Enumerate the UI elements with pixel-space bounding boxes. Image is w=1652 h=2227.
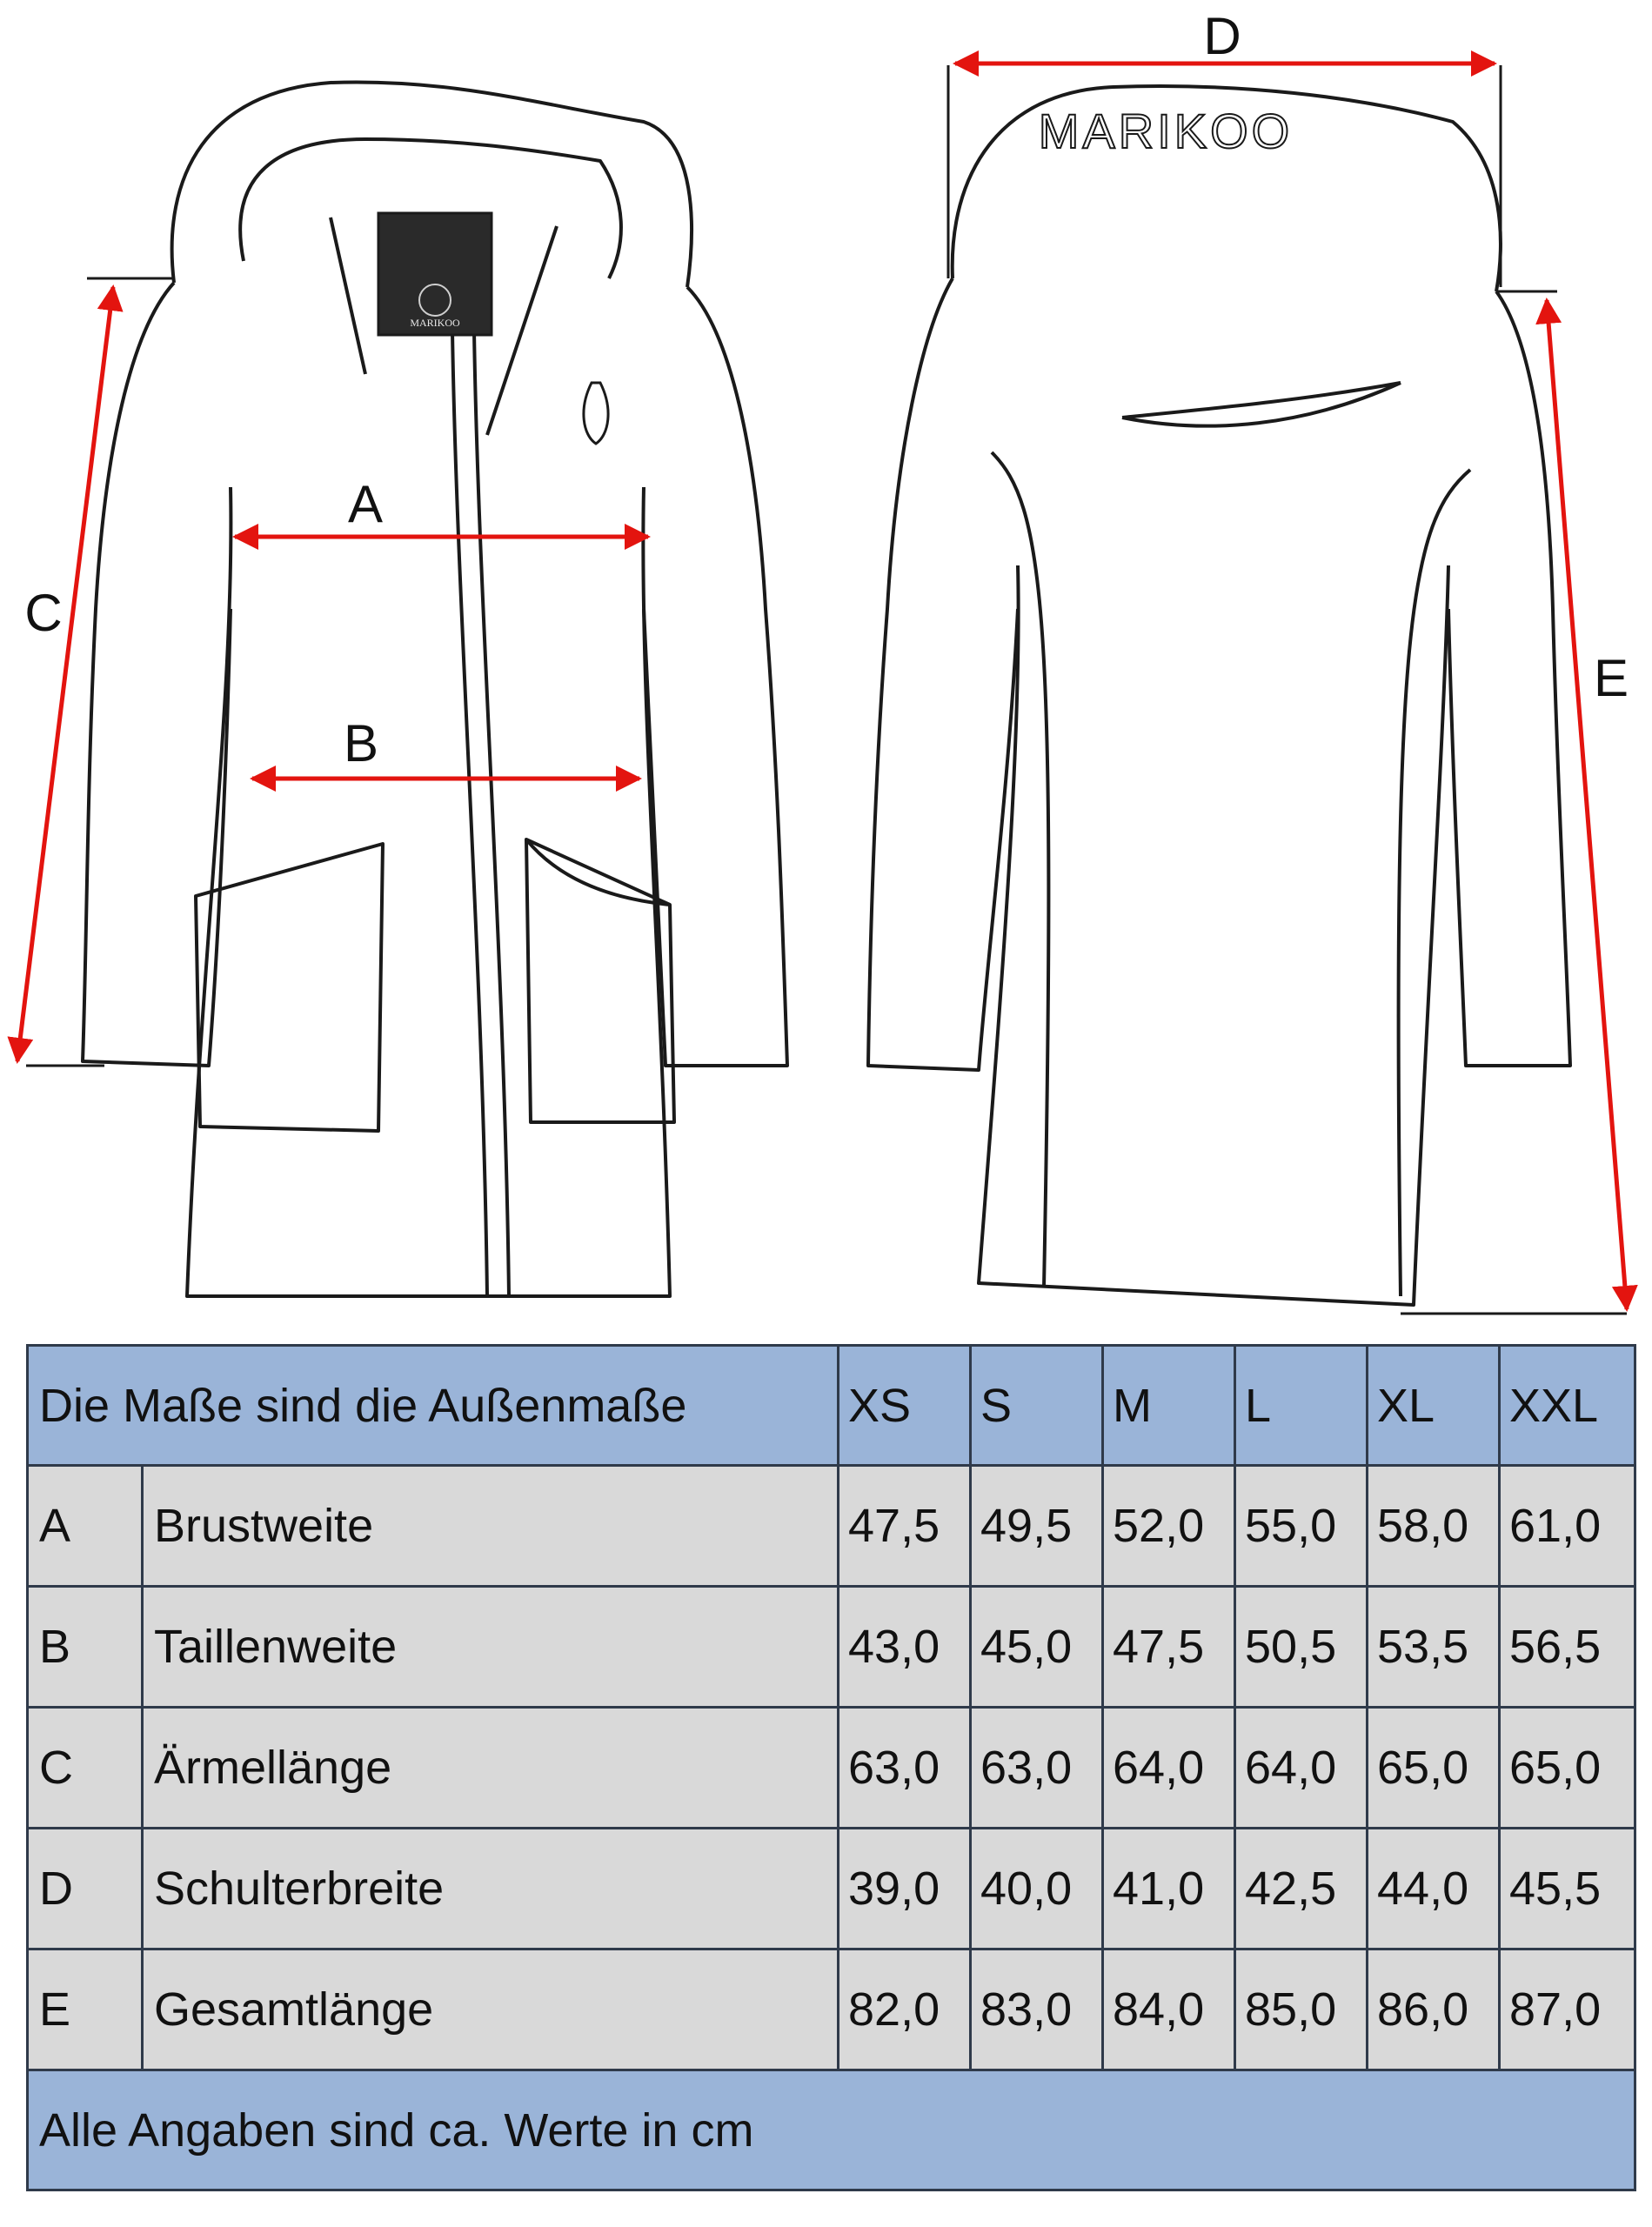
shell-emblem-icon (584, 383, 608, 444)
cell-value: 61,0 (1500, 1466, 1635, 1587)
back-coat-outline (868, 86, 1570, 1305)
row-key: B (28, 1587, 143, 1708)
row-name: Schulterbreite (143, 1829, 839, 1949)
cell-value: 53,5 (1368, 1587, 1500, 1708)
cell-value: 82,0 (839, 1949, 971, 2070)
size-m: M (1103, 1346, 1235, 1466)
cell-value: 39,0 (839, 1829, 971, 1949)
arrow-c (17, 287, 113, 1061)
label-e: E (1593, 649, 1629, 707)
front-brand-label (378, 213, 492, 335)
cell-value: 52,0 (1103, 1466, 1235, 1587)
cell-value: 63,0 (839, 1708, 971, 1829)
back-brand-text: MARIKOO (1038, 104, 1294, 158)
label-c: C (24, 584, 63, 642)
label-d: D (1203, 7, 1241, 65)
table-row (28, 1829, 1635, 1949)
cell-value: 44,0 (1368, 1829, 1500, 1949)
row-key: E (28, 1949, 143, 2070)
cell-value: 45,5 (1500, 1829, 1635, 1949)
cell-value: 64,0 (1103, 1708, 1235, 1829)
table-row (28, 1466, 1635, 1587)
size-table-footer (28, 2070, 1635, 2190)
cell-value: 84,0 (1103, 1949, 1235, 2070)
cell-value: 47,5 (1103, 1587, 1235, 1708)
reference-lines (26, 65, 1627, 1314)
row-name: Brustweite (143, 1466, 839, 1587)
row-key: C (28, 1708, 143, 1829)
row-name: Gesamtlänge (143, 1949, 839, 2070)
table-row (28, 1949, 1635, 2070)
cell-value: 85,0 (1235, 1949, 1368, 2070)
cell-value: 63,0 (971, 1708, 1103, 1829)
cell-value: 56,5 (1500, 1587, 1635, 1708)
cell-value: 42,5 (1235, 1829, 1368, 1949)
cell-value: 40,0 (971, 1829, 1103, 1949)
cell-value: 47,5 (839, 1466, 971, 1587)
size-xxl: XXL (1500, 1346, 1635, 1466)
cell-value: 49,5 (971, 1466, 1103, 1587)
cell-value: 87,0 (1500, 1949, 1635, 2070)
size-l: L (1235, 1346, 1368, 1466)
measurement-arrows (17, 64, 1627, 1309)
size-table-header (28, 1346, 1635, 1466)
table-row (28, 1587, 1635, 1708)
row-name: Ärmellänge (143, 1708, 839, 1829)
cell-value: 83,0 (971, 1949, 1103, 2070)
table-row (28, 1708, 1635, 1829)
label-b: B (343, 714, 379, 772)
cell-value: 86,0 (1368, 1949, 1500, 2070)
size-table (26, 1344, 1636, 2191)
row-key: D (28, 1829, 143, 1949)
size-s: S (971, 1346, 1103, 1466)
cell-value: 58,0 (1368, 1466, 1500, 1587)
row-name: Taillenweite (143, 1587, 839, 1708)
label-a: A (347, 475, 384, 533)
footer-note: Alle Angaben sind ca. Werte in cm (28, 2070, 1635, 2190)
row-key: A (28, 1466, 143, 1587)
cell-value: 65,0 (1368, 1708, 1500, 1829)
cell-value: 64,0 (1235, 1708, 1368, 1829)
size-xl: XL (1368, 1346, 1500, 1466)
cell-value: 50,5 (1235, 1587, 1368, 1708)
cell-value: 55,0 (1235, 1466, 1368, 1587)
front-brand-text: MARIKOO (410, 317, 460, 329)
header-note: Die Maße sind die Außenmaße (28, 1346, 839, 1466)
cell-value: 41,0 (1103, 1829, 1235, 1949)
size-xs: XS (839, 1346, 971, 1466)
cell-value: 43,0 (839, 1587, 971, 1708)
cell-value: 45,0 (971, 1587, 1103, 1708)
cell-value: 65,0 (1500, 1708, 1635, 1829)
